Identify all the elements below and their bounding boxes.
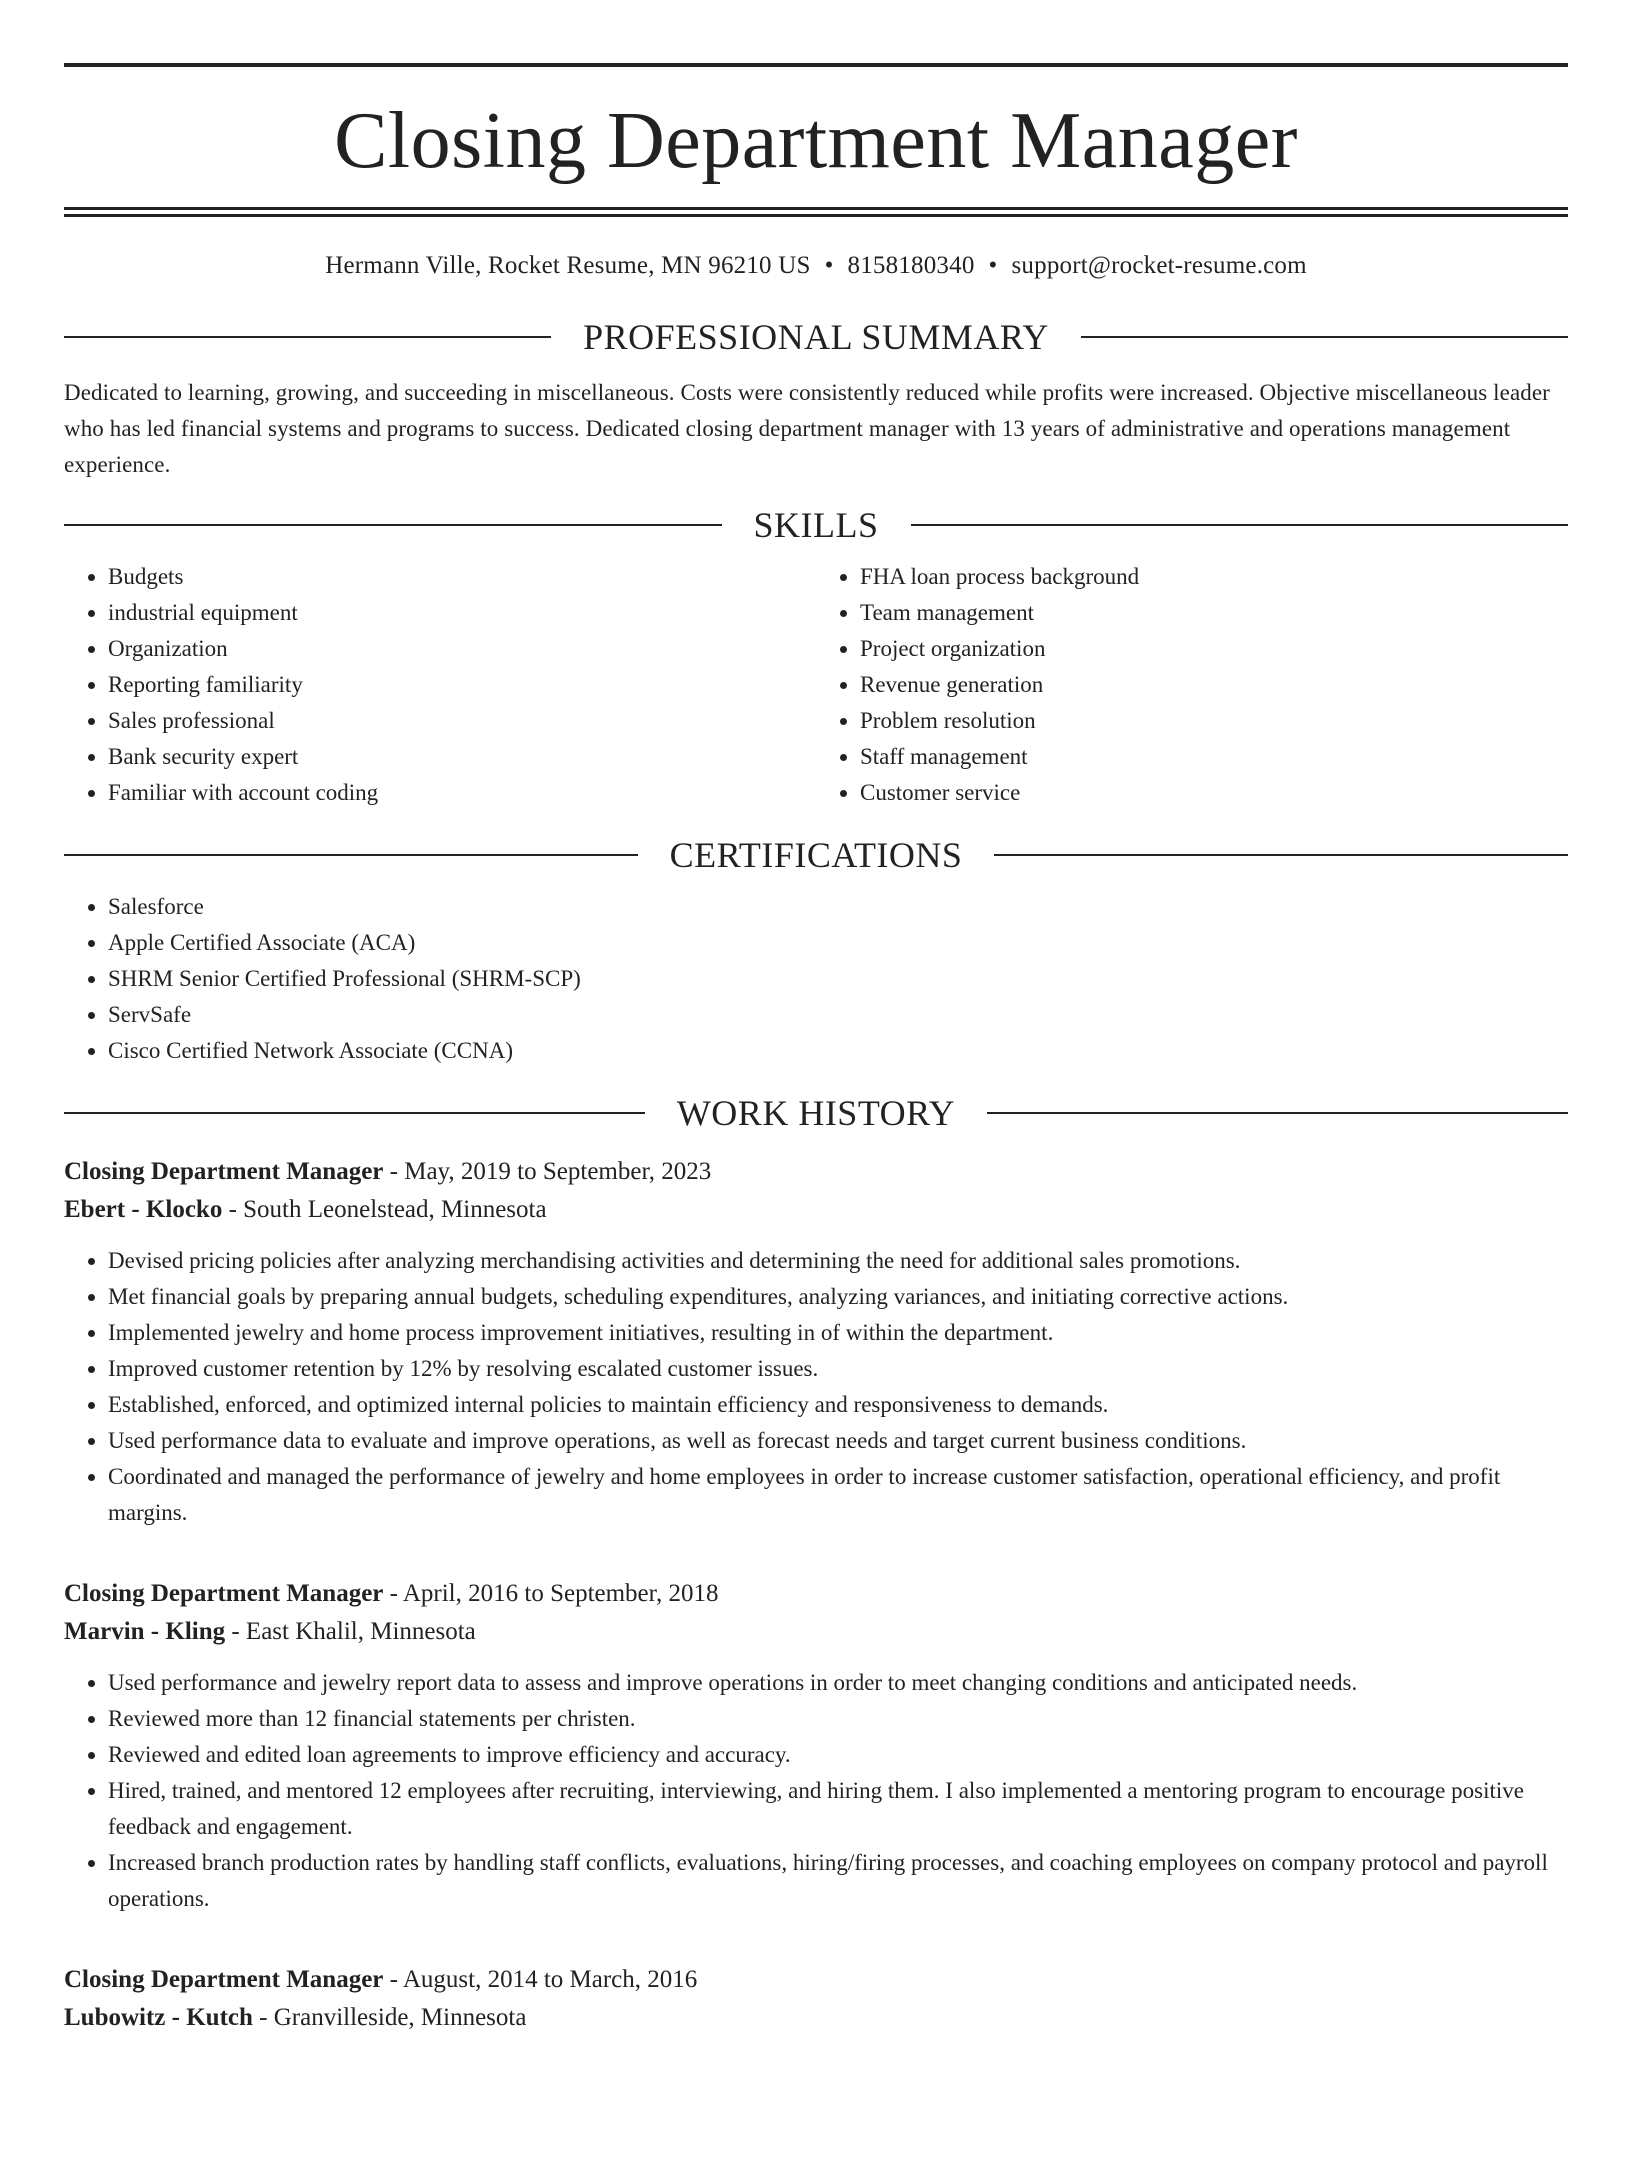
job-dates: - April, 2016 to September, 2018 xyxy=(383,1580,719,1607)
job-role: Closing Department Manager xyxy=(64,1966,384,1993)
job-bullets xyxy=(64,1665,1568,1917)
skills-column-right xyxy=(816,559,1568,811)
job-bullet: • Reviewed more than 12 financial statements per christen. xyxy=(108,1701,1568,1737)
skills-column-left xyxy=(64,559,816,811)
job-company: Lubowitz - Kutch xyxy=(64,2004,253,2031)
skill-item: • Customer service xyxy=(860,775,1568,811)
skill-item: • Project organization xyxy=(860,631,1568,667)
certification-item: • Cisco Certified Network Associate (CCNA) xyxy=(108,1033,1568,1069)
skill-item: • Reporting familiarity xyxy=(108,667,816,703)
skill-item: • Revenue generation xyxy=(860,667,1568,703)
work-history-heading xyxy=(64,1091,1568,1135)
contact-phone: 8158180340 xyxy=(847,252,975,279)
job-entry xyxy=(64,1961,1568,2037)
job-entry xyxy=(64,1153,1568,1531)
skills-heading xyxy=(64,503,1568,547)
job-bullet: • Established, enforced, and optimized internal policies to maintain efficiency and responsiveness to demands. xyxy=(108,1387,1568,1423)
heading-rule-right xyxy=(994,854,1568,856)
certification-item: • Salesforce xyxy=(108,889,1568,925)
title-double-rule xyxy=(64,207,1568,217)
job-title-line xyxy=(64,1961,1568,1999)
certifications-title: CERTIFICATIONS xyxy=(669,835,963,875)
contact-email: support@rocket-resume.com xyxy=(1011,252,1307,279)
skills-list xyxy=(64,559,1568,811)
skills-title: SKILLS xyxy=(753,505,879,545)
job-bullet: • Used performance data to evaluate and improve operations, as well as forecast needs and target current business conditions. xyxy=(108,1423,1568,1459)
contact-separator: • xyxy=(988,252,998,279)
certifications-heading xyxy=(64,833,1568,877)
job-bullet: • Used performance and jewelry report data to assess and improve operations in order to meet changing conditions and anticipated needs. xyxy=(108,1665,1568,1701)
contact-address: Hermann Ville, Rocket Resume, MN 96210 US xyxy=(325,252,811,279)
job-bullet: • Hired, trained, and mentored 12 employees after recruiting, interviewing, and hiring them. I also implemented a mentoring program to encourage positive feedback and engagement. xyxy=(108,1773,1568,1845)
job-role: Closing Department Manager xyxy=(64,1158,384,1185)
summary-heading xyxy=(64,315,1568,359)
job-bullet: • Improved customer retention by 12% by resolving escalated customer issues. xyxy=(108,1351,1568,1387)
heading-rule-right xyxy=(1081,336,1568,338)
heading-rule-left xyxy=(64,1112,645,1114)
contact-separator: • xyxy=(824,252,834,279)
job-company-line xyxy=(64,1191,1568,1229)
skill-item: • Bank security expert xyxy=(108,739,816,775)
job-bullet: • Reviewed and edited loan agreements to improve efficiency and accuracy. xyxy=(108,1737,1568,1773)
job-company-line xyxy=(64,1613,1568,1651)
job-company-line xyxy=(64,1999,1568,2037)
skill-item: • FHA loan process background xyxy=(860,559,1568,595)
job-location: - East Khalil, Minnesota xyxy=(225,1618,476,1645)
job-location: - South Leonelstead, Minnesota xyxy=(222,1196,547,1223)
certification-item: • SHRM Senior Certified Professional (SHRM-SCP) xyxy=(108,961,1568,997)
job-dates: - August, 2014 to March, 2016 xyxy=(383,1966,698,1993)
certification-item: • ServSafe xyxy=(108,997,1568,1033)
heading-rule-left xyxy=(64,336,551,338)
skill-item: • Budgets xyxy=(108,559,816,595)
heading-rule-left xyxy=(64,524,722,526)
job-dates: - May, 2019 to September, 2023 xyxy=(383,1158,712,1185)
job-bullet: • Devised pricing policies after analyzing merchandising activities and determining the need for additional sales promotions. xyxy=(108,1243,1568,1279)
heading-rule-right xyxy=(987,1112,1568,1114)
skill-item: • Sales professional xyxy=(108,703,816,739)
contact-line xyxy=(64,251,1568,281)
skill-item: • Organization xyxy=(108,631,816,667)
certification-item: • Apple Certified Associate (ACA) xyxy=(108,925,1568,961)
work-history-title: WORK HISTORY xyxy=(676,1093,956,1133)
summary-title: PROFESSIONAL SUMMARY xyxy=(583,317,1049,357)
summary-text: Dedicated to learning, growing, and succeeding in miscellaneous. Costs were consistently reduced while profits were increased. Objective miscellaneous leader who has led financial systems and programs to success. Dedicated closing department manager with 13 years of administrative and operations management experience. xyxy=(64,380,1550,477)
job-role: Closing Department Manager xyxy=(64,1580,384,1607)
resume-page xyxy=(0,63,1632,2175)
heading-rule-left xyxy=(64,854,638,856)
skill-item: • Staff management xyxy=(860,739,1568,775)
certifications-list xyxy=(64,889,1568,1069)
heading-rule-right xyxy=(911,524,1569,526)
skill-item: • industrial equipment xyxy=(108,595,816,631)
skill-item: • Team management xyxy=(860,595,1568,631)
job-location: - Granvilleside, Minnesota xyxy=(252,2004,527,2031)
job-bullet: • Increased branch production rates by handling staff conflicts, evaluations, hiring/firing processes, and coaching employees on company protocol and payroll operations. xyxy=(108,1845,1568,1917)
job-entry xyxy=(64,1575,1568,1917)
job-title-line xyxy=(64,1153,1568,1191)
job-company: Ebert - Klocko xyxy=(64,1196,223,1223)
job-bullets xyxy=(64,1243,1568,1531)
job-title-line xyxy=(64,1575,1568,1613)
job-bullet: • Coordinated and managed the performance of jewelry and home employees in order to increase customer satisfaction, operational efficiency, and profit margins. xyxy=(108,1459,1568,1531)
skill-item: • Familiar with account coding xyxy=(108,775,816,811)
job-bullet: • Met financial goals by preparing annual budgets, scheduling expenditures, analyzing variances, and initiating corrective actions. xyxy=(108,1279,1568,1315)
resume-title: Closing Department Manager xyxy=(334,97,1298,185)
skill-item: • Problem resolution xyxy=(860,703,1568,739)
job-bullet: • Implemented jewelry and home process improvement initiatives, resulting in of within the department. xyxy=(108,1315,1568,1351)
job-company: Marvin - Kling xyxy=(64,1618,226,1645)
